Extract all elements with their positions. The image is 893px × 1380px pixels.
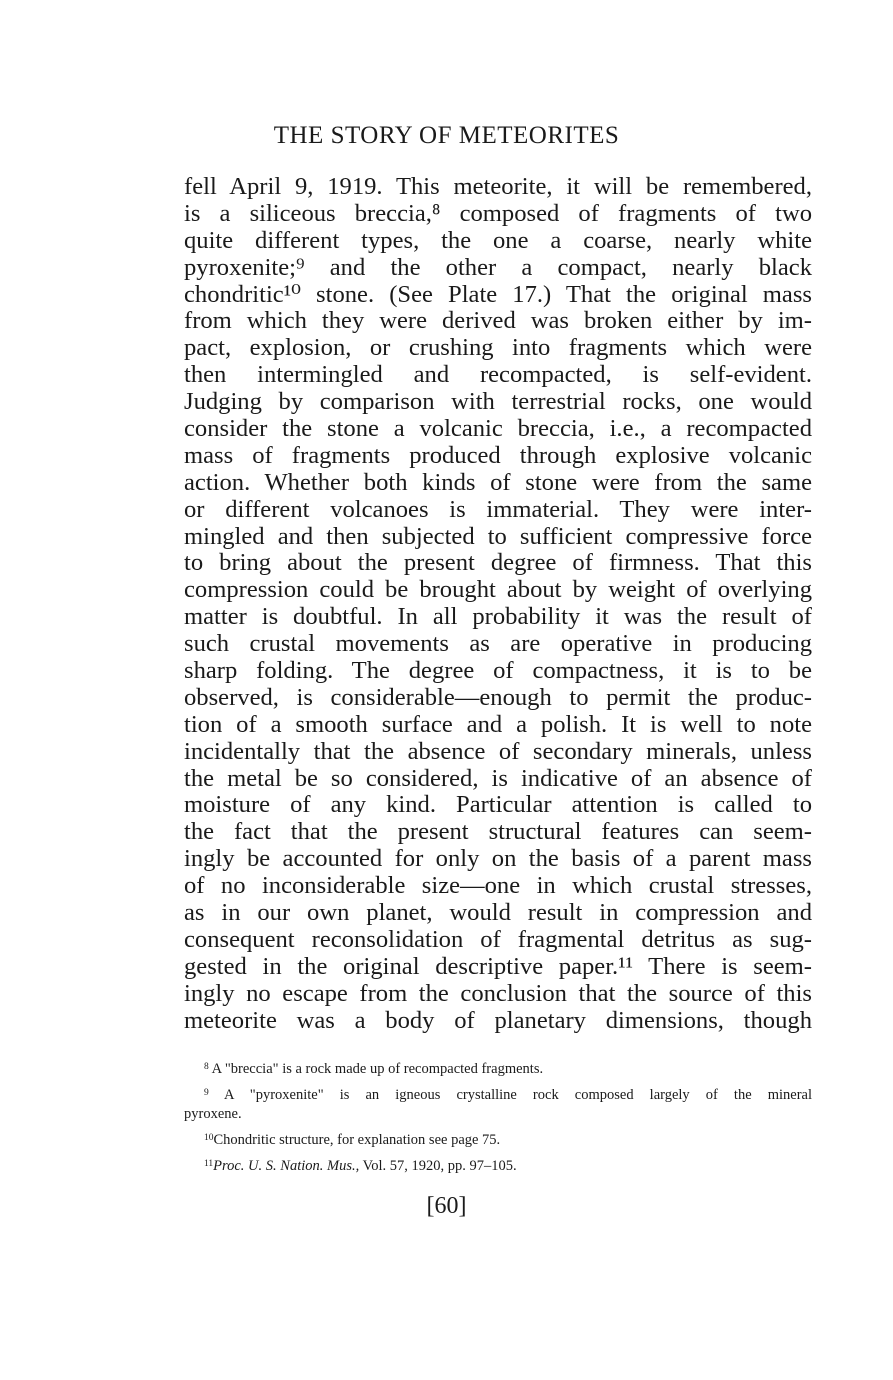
- footnote-line: [184, 1058, 812, 1079]
- body-line: pyroxenite;⁹ and the other a compact, nearly black: [184, 253, 812, 281]
- footnote-text: Chondritic structure, for explanation see page 75.: [213, 1132, 501, 1148]
- body-line: meteorite was a body of planetary dimensions, though: [184, 1006, 812, 1034]
- body-line: gested in the original descriptive paper.¹¹ There is seem-: [184, 952, 812, 980]
- body-line: as in our own planet, would result in compression and: [184, 899, 812, 927]
- body-line: observed, is considerable—enough to permit the produc-: [184, 683, 812, 711]
- body-line: then intermingled and recompacted, is self-evident.: [184, 361, 812, 389]
- footnote-text: A "pyroxenite" is an igneous crystalline rock composed largely of the mineral: [224, 1087, 812, 1103]
- footnote-mark: 8: [204, 1062, 209, 1072]
- page-number: [60]: [426, 1193, 467, 1219]
- footnote-11: [184, 1155, 812, 1176]
- body-line: mass of fragments produced through explosive volcanic: [184, 441, 812, 469]
- body-line: is a siliceous breccia,⁸ composed of fragments of two: [184, 199, 812, 227]
- running-head: THE STORY OF METEORITES: [273, 122, 620, 149]
- body-line: tion of a smooth surface and a polish. It is well to note: [184, 710, 812, 738]
- body-line: to bring about the present degree of firmness. That this: [184, 549, 812, 577]
- body-line: pact, explosion, or crushing into fragments which were: [184, 334, 812, 362]
- footnote-mark: 11: [204, 1159, 214, 1169]
- footnote-9: [184, 1084, 812, 1124]
- body-line: compression could be brought about by weight of overlying: [184, 576, 812, 604]
- body-line: the fact that the present structural features can seem-: [184, 818, 812, 846]
- body-line: matter is doubtful. In all probability it was the result of: [184, 603, 812, 631]
- body-line: quite different types, the one a coarse, nearly white: [184, 226, 812, 254]
- body-line: the metal be so considered, is indicative of an absence of: [184, 764, 812, 792]
- footnote-mark: 10: [204, 1133, 214, 1143]
- body-line: Judging by comparison with terrestrial rocks, one would: [184, 388, 812, 416]
- body-line: ingly no escape from the conclusion that the source of this: [184, 979, 812, 1007]
- footnote-mark: 9: [204, 1088, 209, 1098]
- body-line: consider the stone a volcanic breccia, i.e., a recompacted: [184, 415, 812, 443]
- body-line: ingly be accounted for only on the basis of a parent mass: [184, 845, 812, 873]
- body-text: [184, 174, 812, 1035]
- body-line: sharp folding. The degree of compactness, it is to be: [184, 657, 812, 685]
- footnote-text: Vol. 57, 1920, pp. 97–105.: [359, 1158, 517, 1174]
- body-line: from which they were derived was broken either by im-: [184, 307, 812, 335]
- body-line: moisture of any kind. Particular attention is called to: [184, 791, 812, 819]
- body-line: fell April 9, 1919. This meteorite, it will be remembered,: [184, 173, 812, 200]
- body-line: mingled and then subjected to sufficient compressive force: [184, 522, 812, 550]
- body-line: consequent reconsolidation of fragmental detritus as sug-: [184, 925, 812, 953]
- body-line: incidentally that the absence of secondary minerals, unless: [184, 737, 812, 765]
- footnote-line: pyroxene.: [184, 1106, 242, 1122]
- footnote-8: [184, 1058, 812, 1079]
- body-line: or different volcanoes is immaterial. They were inter-: [184, 495, 812, 523]
- body-line: of no inconsiderable size—one in which crustal stresses,: [184, 872, 812, 900]
- footnote-line: [184, 1084, 812, 1105]
- footnote-text: A "breccia" is a rock made up of recompacted fragments.: [211, 1061, 544, 1077]
- footnote-line: [184, 1129, 812, 1150]
- footnote-10: [184, 1129, 812, 1150]
- footnote-source: Proc. U. S. Nation. Mus.,: [213, 1158, 360, 1174]
- body-line: chondritic¹⁰ stone. (See Plate 17.) That the original mass: [184, 280, 812, 308]
- body-line: action. Whether both kinds of stone were from the same: [184, 468, 812, 496]
- footnote-line: [184, 1155, 812, 1176]
- footnotes: [184, 1058, 812, 1181]
- body-line: such crustal movements as are operative in producing: [184, 630, 812, 658]
